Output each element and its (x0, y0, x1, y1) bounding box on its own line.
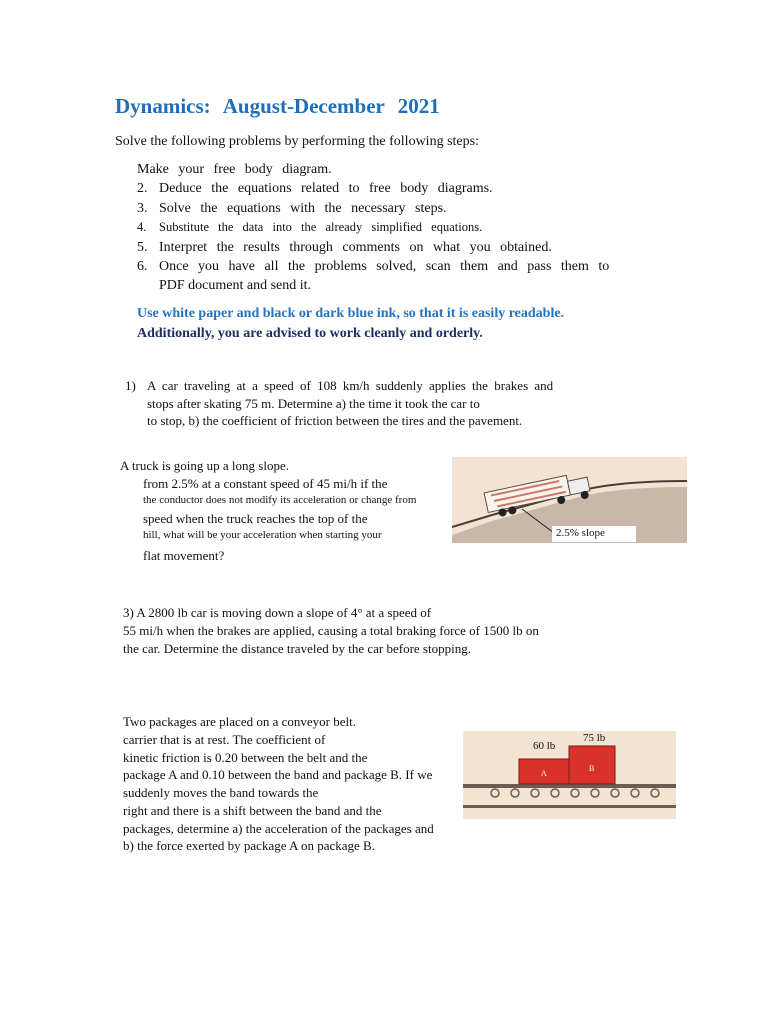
problem-4-line-1: Two packages are placed on a conveyor belt. (123, 714, 356, 729)
step-6 (137, 259, 609, 275)
step-text: Deduce the equations related to free body diagrams. (159, 181, 493, 196)
slope-label: 2.5% slope (556, 527, 605, 539)
step-text: Substitute the data into the already simplified equations. (159, 220, 483, 234)
problem-1-line-1: A car traveling at a speed of 108 km/h suddenly applies the brakes and (147, 378, 554, 393)
step-number: 4. (137, 220, 147, 234)
problem-2-line-1: A truck is going up a long slope. (120, 458, 289, 473)
step-6-continuation: PDF document and send it. (159, 278, 312, 293)
conveyor-illustration (463, 731, 676, 819)
problem-4-line-2: carrier that is at rest. The coefficient of (123, 732, 326, 747)
problem-4-line-5: suddenly moves the band towards the (123, 785, 319, 800)
step-3 (137, 201, 447, 217)
problem-4-line-7: packages, determine a) the acceleration of the packages and (123, 821, 434, 836)
problem-4-line-8: b) the force exerted by package A on package B. (123, 838, 375, 853)
orderly-notice: Additionally, you are advised to work cleanly and orderly. (137, 326, 483, 341)
truck-slope-figure (452, 457, 687, 543)
step-number: 6. (137, 259, 148, 274)
step-text: Solve the equations with the necessary steps. (159, 201, 447, 216)
page-title: Dynamics: August-December 2021 (115, 94, 440, 118)
problem-1-line-2: stops after skating 75 m. Determine a) the time it took the car to (147, 396, 480, 411)
problem-3-line-3: the car. Determine the distance traveled by the car before stopping. (123, 641, 471, 656)
intro-text: Solve the following problems by performing the following steps: (115, 134, 479, 149)
conveyor-figure (463, 731, 676, 819)
step-text: Make your free body diagram. (137, 162, 332, 177)
package-a-weight: 60 lb (533, 740, 556, 752)
step-2 (137, 181, 493, 197)
problem-2-line-6: flat movement? (143, 548, 225, 563)
step-5 (137, 240, 552, 256)
problem-4-line-4: package A and 0.10 between the band and package B. If we (123, 767, 433, 782)
step-4 (137, 220, 482, 235)
problem-3-line-2: 55 mi/h when the brakes are applied, causing a total braking force of 1500 lb on (123, 623, 539, 638)
package-b-label: B (589, 764, 595, 773)
problem-1-line-3: to stop, b) the coefficient of friction between the tires and the pavement. (147, 413, 523, 428)
problem-2-line-2: from 2.5% at a constant speed of 45 mi/h if the (143, 476, 388, 491)
step-1 (137, 162, 332, 178)
problem-4-line-3: kinetic friction is 0.20 between the belt and the (123, 750, 368, 765)
problem-2-line-4: speed when the truck reaches the top of the (143, 511, 368, 526)
step-text: Interpret the results through comments on what you obtained. (159, 240, 552, 255)
step-text: Once you have all the problems solved, scan them and pass them to (159, 259, 610, 274)
step-number: 3. (137, 201, 148, 216)
problem-2-line-3: the conductor does not modify its acceleration or change from (143, 494, 417, 506)
problem-3-line-1: 3) A 2800 lb car is moving down a slope of 4° at a speed of (123, 605, 432, 620)
problem-4-line-6: right and there is a shift between the band and the (123, 803, 382, 818)
ink-notice: Use white paper and black or dark blue ink, so that it is easily readable. (137, 306, 565, 321)
package-a-label: A (541, 769, 547, 778)
package-b-weight: 75 lb (583, 732, 606, 744)
step-number: 5. (137, 240, 148, 255)
step-number: 2. (137, 181, 148, 196)
problem-1-number: 1) (125, 378, 136, 393)
problem-2-line-5: hill, what will be your acceleration when starting your (143, 529, 382, 541)
